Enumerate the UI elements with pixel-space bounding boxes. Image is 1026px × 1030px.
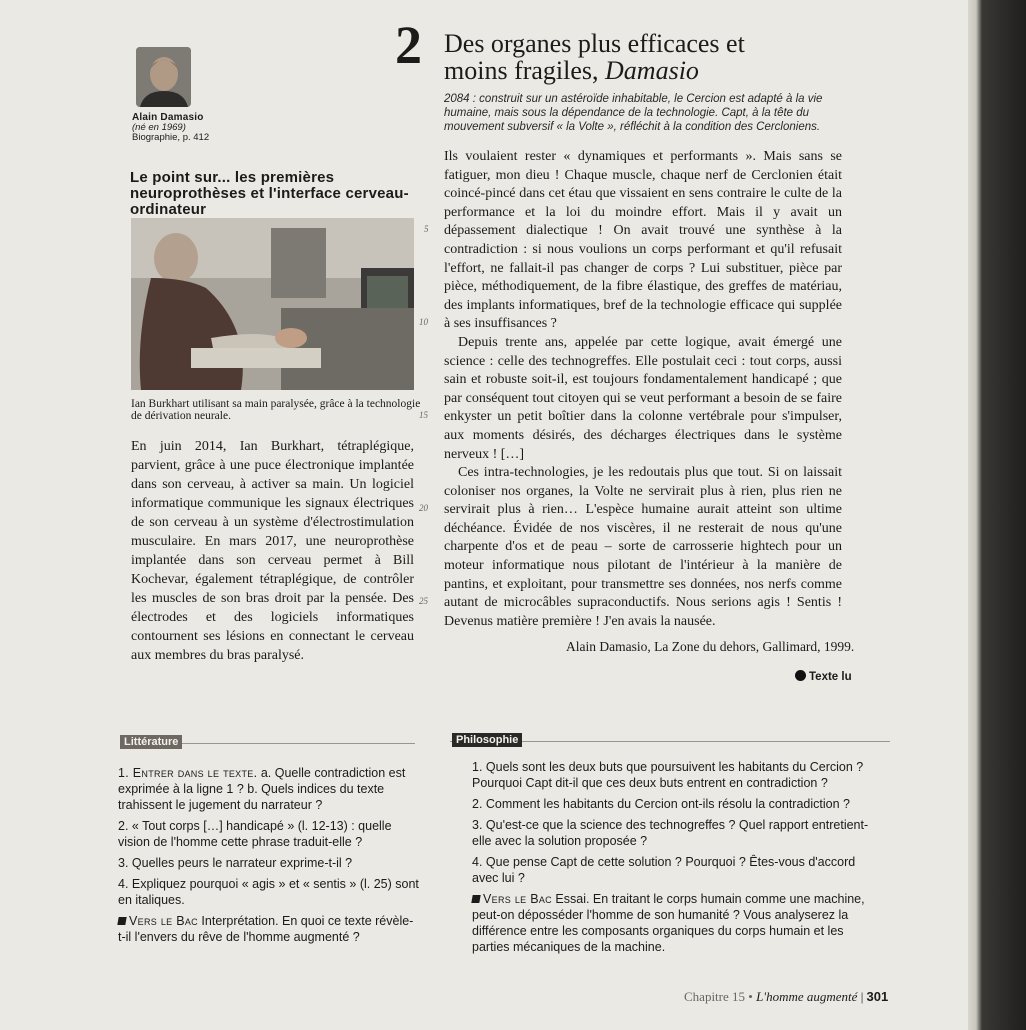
- main-text: [444, 148, 842, 631]
- lit-bac-text: Interprétation. En quoi ce texte révèle-t-il l'envers du rêve de l'homme augmenté ?: [118, 914, 414, 944]
- philosophie-questions: [472, 759, 882, 960]
- main-paragraph-3: Ces intra-technologies, je les redoutais plus que tout. Si on laissait coloniser nos organes, la Volte ne servirait plus à rien, plus rien ne servirait plus à rien… L'espèce humaine aurait atteint son ultime déchéance. Évidée de nos viscères, il ne resterait de nous qu'une charpente d'os et de peau – sorte de carrosserie hightech pour un moteur informatique nous pilotant de l'intérieur à la manière de pantins, et exploitant, pour transmettre ses données, nos nerfs comme autant de microcâbles supraconductifs. Nous serions agis ! Sentis ! Devenus matière première ! J'en avais la nausée.: [444, 465, 842, 629]
- lit-question-2: 2. « Tout corps […] handicapé » (l. 12-13) : quelle vision de l'homme cette phrase traduit-elle ?: [118, 819, 392, 849]
- author-portrait: [136, 47, 191, 107]
- line-number: 5: [424, 224, 429, 234]
- photo-caption: Ian Burkhart utilisant sa main paralysée, grâce à la technologie de dérivation neurale.: [131, 398, 421, 422]
- footer-title: L'homme augmenté: [756, 989, 858, 1004]
- lit-question-1: [118, 765, 420, 813]
- lit-bac-label: Vers le Bac: [129, 914, 198, 928]
- author-dates: (né en 1969): [132, 122, 186, 133]
- lit-question-4: 4. Expliquez pourquoi « agis » et « sentis » (l. 25) sont en italiques.: [118, 877, 419, 907]
- title-prefix: moins fragiles,: [444, 56, 606, 85]
- burkhart-photo: [131, 218, 414, 390]
- philo-question-2: 2. Comment les habitants du Cercion ont-ils résolu la contradiction ?: [472, 797, 850, 811]
- title-author: Damasio: [605, 56, 699, 85]
- book-spine-edge: [968, 0, 1026, 1030]
- footer-chapter: Chapitre 15: [684, 989, 746, 1004]
- author-name: Alain Damasio: [132, 112, 204, 123]
- lit-q1-text: a. Quelle contradiction est exprimée à la ligne 1 ? b. Quels indices du texte trahissent le jugement du narrateur ?: [118, 766, 406, 812]
- lit-bac-question: [118, 913, 420, 945]
- philo-question-1: 1. Quels sont les deux buts que poursuivent les habitants du Cercion ? Pourquoi Capt dit-il que ces deux buts entrent en contradiction ?: [472, 760, 864, 790]
- litterature-questions: [118, 765, 420, 950]
- line-number: 25: [419, 596, 428, 606]
- line-number: 20: [419, 503, 428, 513]
- line-number: 15: [419, 410, 428, 420]
- photo-image: [131, 218, 414, 390]
- page-number: 301: [866, 989, 889, 1004]
- line-number: 10: [419, 317, 428, 327]
- audio-link[interactable]: [795, 670, 852, 683]
- portrait-image: [136, 47, 191, 107]
- chapter-number: 2: [395, 15, 422, 75]
- litterature-tag: Littérature: [120, 735, 182, 749]
- footer-bullet: •: [748, 989, 753, 1004]
- main-paragraph-2: Depuis trente ans, appelée par cette logique, avait émergé une science : celle des technogreffes. Elle postulait ceci : tout corps, aussi sain et robuste soit-il, est toujours fondamentalement handicapé ; que par conséquent tout citoyen qui se veut performant a besoin de se faire enkyster un petit boîtier dans la colonne vertébrale pour s'impulser, aux moments désirés, des décharges électriques dans le système nerveux ! […]: [444, 334, 842, 462]
- audio-label: Texte lu: [809, 671, 852, 683]
- sidebar-paragraph: [131, 437, 414, 665]
- philo-bac-label: Vers le Bac: [483, 892, 552, 906]
- square-icon: [117, 917, 126, 925]
- philo-bac-question: [472, 891, 882, 955]
- author-bio-link[interactable]: Biographie, p. 412: [132, 132, 210, 143]
- philosophie-tag: Philosophie: [452, 733, 522, 747]
- philo-bac-text: Essai. En traitant le corps humain comme une machine, peut-on déposséder l'homme de son humanité ? Vous analyserez la différence entre les composants organiques du corps humain et les parties mécaniques de la machine.: [472, 892, 865, 954]
- intro-text: 2084 : construit sur un astéroïde inhabitable, le Cercion est adapté à la vie humaine, mais sous la dépendance de la technologie. Capt, à la tête du mouvement subversif « la Volte », réfléchit à la condition des Cercloniens.: [444, 93, 823, 133]
- philo-question-4: 4. Que pense Capt de cette solution ? Pourquoi ? Êtes-vous d'accord avec lui ?: [472, 855, 856, 885]
- title-line-1: Des organes plus efficaces et: [444, 29, 745, 58]
- page-footer: [684, 989, 888, 1005]
- source-citation: Alain Damasio, La Zone du dehors, Gallimard, 1999.: [566, 639, 855, 654]
- main-paragraph-1: Ils voulaient rester « dynamiques et performants ». Mais sans se fatiguer, mon dieu ! Chaque muscle, chaque nerf de Cerclonien était coincé-pincé dans cet étau que vissaient en sens contraire le culte de la performance et la loi du moindre effort. Mais il y avait un dépassement dialectique ! On avait trouvé une synthèse à la contradiction : si nous voulions un corps performant et qu'il refusait l'effort, ne fallait-il pas changer de corps ? Lui substituer, pièce par pièce, méthodiquement, de la fibre élastique, des greffes de matériau, des implants informatiques, bref de la technologie efficace qui supplée à ses insuffisances ?: [444, 149, 842, 332]
- lit-question-3: 3. Quelles peurs le narrateur exprime-t-il ?: [118, 856, 353, 870]
- square-icon: [471, 895, 480, 903]
- title-line-2: [444, 57, 844, 84]
- lit-q1-label: 1. Entrer dans le texte.: [118, 766, 258, 780]
- sidebar-paragraph-text: En juin 2014, Ian Burkhart, tétraplégique, parvient, grâce à une puce électronique implantée dans son cerveau, à activer sa main. Un logiciel informatique communique les signaux électriques de son cerveau à un système d'électrostimulation musculaire. En mars 2017, une neuroprothèse implantée dans son cerveau permet à Bill Kochevar, également tétraplégique, de contrôler les muscles de son bras droit par la pensée. Des électrodes et des logiciels informatiques contournent ses lésions en connectant le cerveau aux membres du bras paralysé.: [131, 439, 414, 663]
- play-icon: [795, 670, 806, 681]
- sidebar-title: Le point sur... les premières neuroprothèses et l'interface cerveau-ordinateur: [130, 169, 409, 218]
- page-title: [444, 30, 844, 84]
- philo-question-3: 3. Qu'est-ce que la science des technogreffes ? Quel rapport entretient-elle avec la solution proposée ?: [472, 818, 869, 848]
- footer-separator: |: [860, 989, 864, 1004]
